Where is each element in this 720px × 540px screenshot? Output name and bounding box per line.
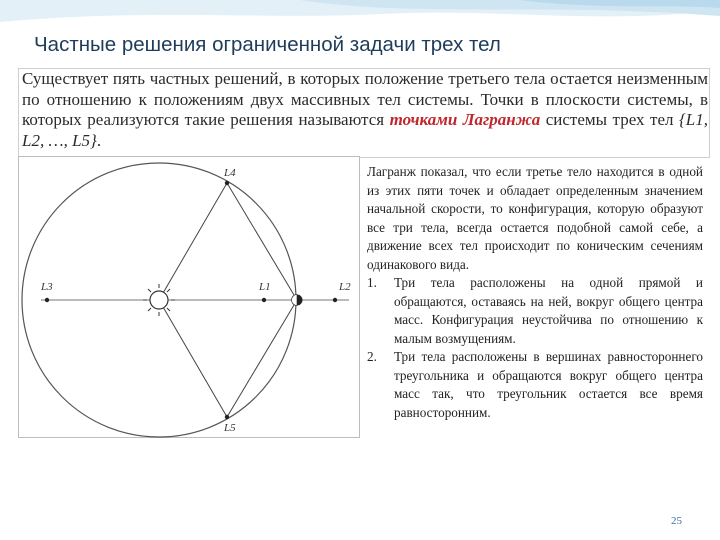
intro-end: . [96, 130, 102, 150]
slide-title: Частные решения ограниченной задачи трех тел [34, 33, 501, 56]
label-l4: L4 [224, 167, 236, 179]
list-item [367, 274, 703, 348]
point-l4 [225, 181, 229, 185]
intro-text-after: системы трех тел [540, 110, 679, 129]
list-item [367, 348, 703, 422]
list-item-text: Три тела расположены в вершинах равностороннего треугольника и обращаются вокруг общего центра масс так, что треугольник остается все время равносторонним. [394, 349, 703, 420]
label-l2: L2 [339, 281, 351, 293]
point-l1 [262, 298, 266, 302]
triangle-edge-sun-l5 [159, 300, 227, 417]
lagrange-points-set: {L1, L2, …, L5} [22, 110, 708, 150]
label-l3: L3 [41, 281, 53, 293]
list-item-number: 2. [367, 349, 377, 364]
label-l1: L1 [259, 281, 271, 293]
intro-paragraph [22, 69, 708, 151]
description-paragraph: Лагранж показал, что если третье тело находится в одной из этих пяти точек и обладает определенным значением начальной скорости, то конфигурация, которую образуют все три тела, всегда остается подобной самой себе, а движение всех тел происходит по коническим сечениям одинакового вида. [367, 164, 703, 272]
intro-text: Существует пять частных решений, в которых положение третьего тела остается неизменным по отношению к положениям двух массивных тел системы. Точки в плоскости системы, в которых реализуются такие решения называются [22, 69, 708, 129]
lagrange-diagram [18, 156, 360, 438]
triangle-edge-l5-planet [227, 300, 297, 417]
list-item-text: Три тела расположены на одной прямой и обращаются, оставаясь на ней, вокруг общего центра масс. Конфигурация неустойчива по отношению к малым возмущениям. [394, 275, 703, 346]
lagrange-points-term: точками Лагранжа [389, 110, 541, 129]
page-number: 25 [671, 515, 682, 527]
triangle-edge-sun-l4 [159, 183, 227, 300]
list-item-number: 1. [367, 275, 377, 290]
point-l5 [225, 415, 229, 419]
label-l5: L5 [224, 422, 236, 434]
lagrange-description [367, 163, 703, 422]
point-l3 [45, 298, 49, 302]
solutions-list [367, 274, 703, 422]
point-l2 [333, 298, 337, 302]
planet-icon [292, 295, 303, 306]
